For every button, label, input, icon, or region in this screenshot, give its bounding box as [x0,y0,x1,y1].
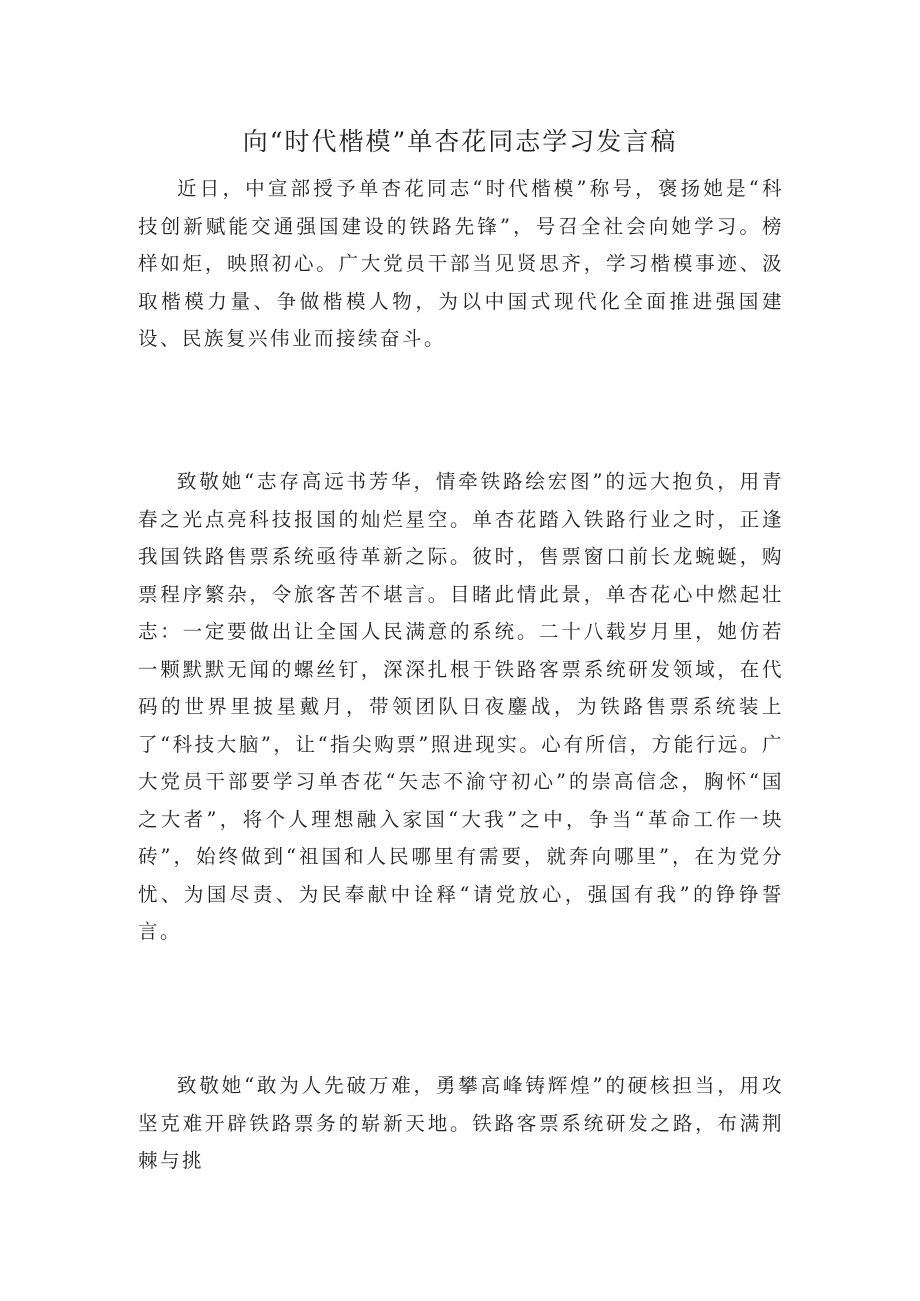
paragraph-2: 致敬她“志存高远书芳华，情牵铁路绘宏图”的远大抱负，用青春之光点亮科技报国的灿烂星空。单杏花踏入铁路行业之时，正逢我国铁路售票系统亟待革新之际。彼时，售票窗口前长龙蜿蜒，购票程序繁杂，令旅客苦不堪言。目睹此情此景，单杏花心中燃起壮志：一定要做出让全国人民满意的系统。二十八载岁月里，她仿若一颗默默无闻的螺丝钉，深深扎根于铁路客票系统研发领域，在代码的世界里披星戴月，带领团队日夜鏖战，为铁路售票系统装上了“科技大脑”，让“指尖购票”照进现实。心有所信，方能行远。广大党员干部要学习单杏花“矢志不渝守初心”的崇高信念，胸怀“国之大者”，将个人理想融入家国“大我”之中，争当“革命工作一块砖”，始终做到“祖国和人民哪里有需要，就奔向哪里”，在为党分忧、为国尽责、为民奉献中诠释“请党放心，强国有我”的铮铮誓言。 [138,470,784,943]
paragraph-3: 致敬她“敢为人先破万难，勇攀高峰铸辉煌”的硬核担当，用攻坚克难开辟铁路票务的崭新天地。铁路客票系统研发之路，布满荆棘与挑 [138,1074,784,1172]
paragraph-1: 近日，中宣部授予单杏花同志“时代楷模”称号，褒扬她是“科技创新赋能交通强国建设的铁路先锋”，号召全社会向她学习。榜样如炬，映照初心。广大党员干部当见贤思齐，学习楷模事迹、汲取楷模力量、争做楷模人物，为以中国式现代化全面推进强国建设、民族复兴伟业而接续奋斗。 [138,177,784,350]
document-title: 向“时代楷模”单杏花同志学习发言稿 [242,127,678,156]
